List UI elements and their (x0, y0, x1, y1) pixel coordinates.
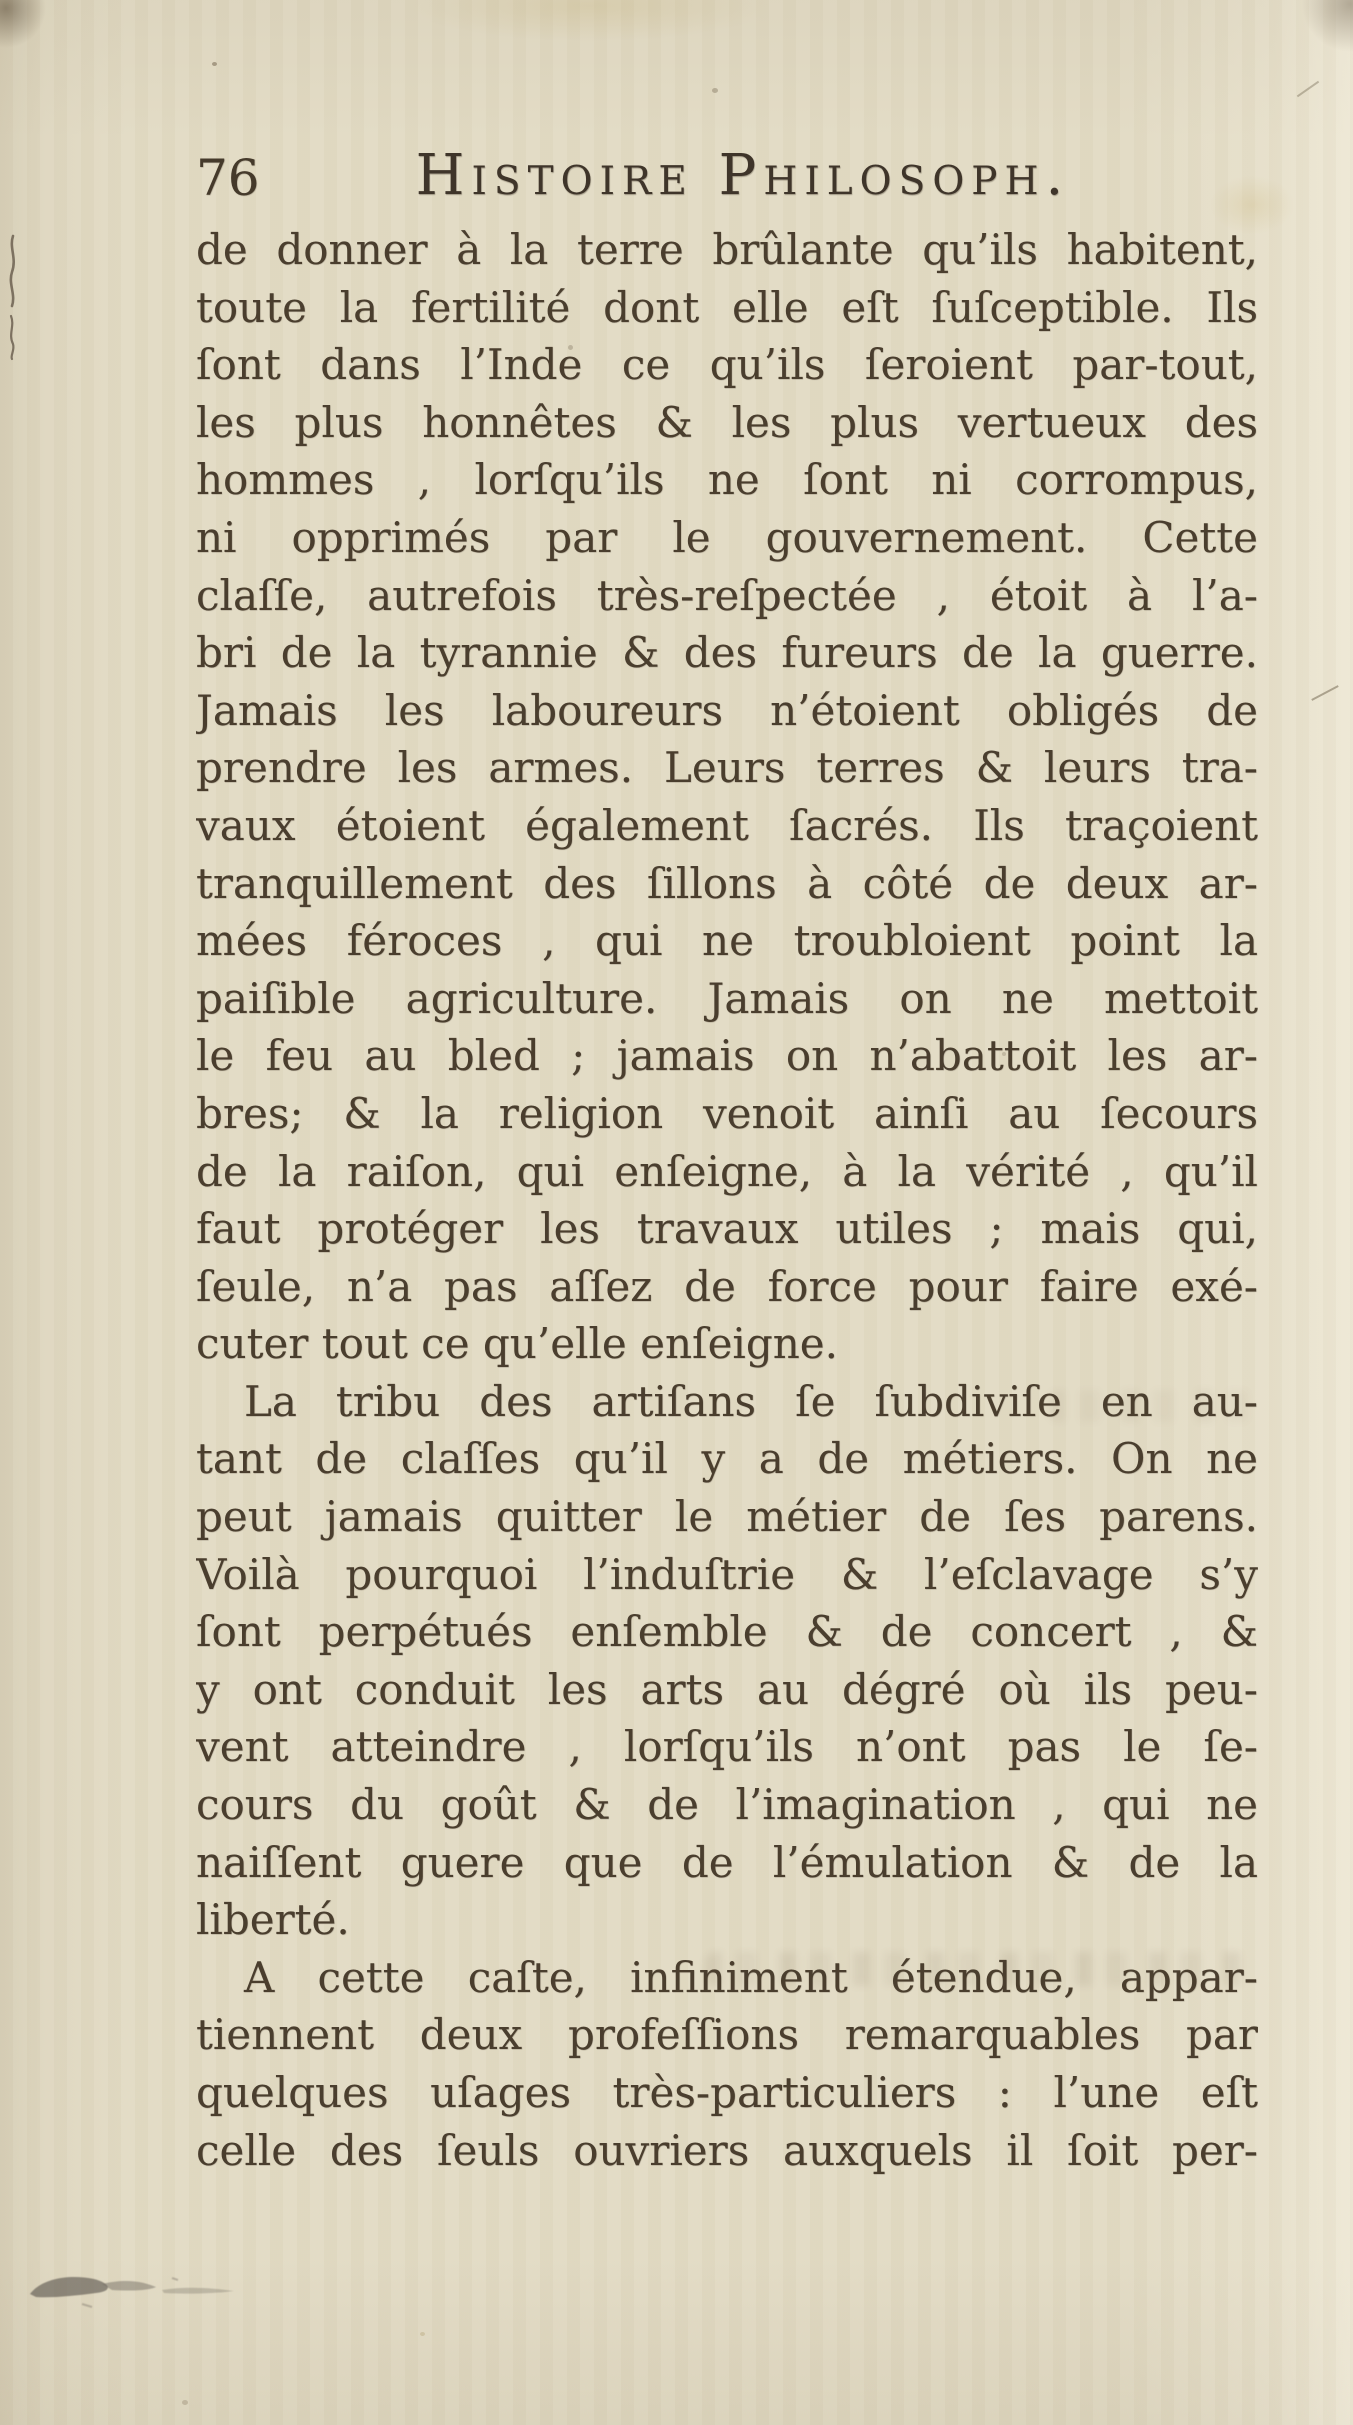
text-line: prendre les armes. Leurs terres & leurs tra- (196, 743, 1258, 793)
text-line: mées féroces , qui ne troubloient point la (196, 916, 1258, 966)
text-line: La tribu des artiſans ſe ſubdiviſe en au- (244, 1376, 1258, 1426)
paper-speck (712, 88, 718, 93)
text-line: quelques uſages très-particuliers : l’une eſt (196, 2068, 1258, 2117)
paper-crease (1297, 81, 1319, 98)
text-line: paiſible agriculture. Jamais on ne mettoit (196, 973, 1258, 1023)
text-line: toute la fertilité dont elle eſt ſuſceptible. Ils (196, 282, 1258, 332)
text-line: tiennent deux profeſſions remarquables par (196, 2010, 1258, 2060)
paper-speck (212, 62, 217, 66)
text-line: celle des ſeuls ouvriers auxquels il ſoit per- (196, 2125, 1258, 2175)
ink-smudge (22, 2264, 322, 2314)
text-line: cuter tout ce qu’elle enſeigne. (196, 1319, 838, 1369)
text-line: cours du goût & de l’imagination , qui ne (196, 1780, 1258, 1830)
text-line: tant de claſſes qu’il y a de métiers. On ne (196, 1434, 1258, 1484)
text-line: y ont conduit les arts au dégré où ils peu- (196, 1664, 1258, 1714)
text-line: ſont perpétués enſemble & de concert , & (196, 1607, 1258, 1657)
text-line: bri de la tyrannie & des fureurs de la guerre. (196, 628, 1258, 678)
text-line: A cette caſte, infiniment étendue, appar- (244, 1952, 1258, 2002)
text-line: tranquillement des ſillons à côté de deux ar- (196, 858, 1258, 908)
text-line: de donner à la terre brûlante qu’ils habitent, (196, 225, 1258, 274)
text-line: naiſſent guere que de l’émulation & de la (196, 1837, 1258, 1887)
text-line: bres; & la religion venoit ainſi au ſecours (196, 1088, 1258, 1138)
text-line: ſont dans l’Inde ce qu’ils ſeroient par-tout, (196, 340, 1258, 390)
text-line: hommes , lorſqu’ils ne ſont ni corrompus, (196, 455, 1258, 505)
page-header (196, 143, 1258, 213)
text-line: ni opprimés par le gouvernement. Cette (196, 512, 1258, 562)
text-line: peut jamais quitter le métier de ſes parens. (196, 1492, 1258, 1542)
text-line: ſeule, n’a pas aſſez de force pour faire exé- (196, 1261, 1258, 1311)
text-line: les plus honnêtes & les plus vertueux des (196, 397, 1258, 447)
page-number: 76 (196, 149, 260, 207)
text-line: vent atteindre , lorſqu’ils n’ont pas le ſe- (196, 1722, 1258, 1772)
text-line: le feu au bled ; jamais on n’abattoit les ar- (196, 1031, 1258, 1081)
handwritten-margin-mark-icon (2, 232, 24, 362)
text-line: Voilà pourquoi l’induſtrie & l’eſclavage s’y (196, 1549, 1258, 1599)
paper-crease (1311, 685, 1338, 701)
text-line: Jamais les laboureurs n’étoient obligés de (196, 685, 1258, 735)
text-line: claſſe, autrefois très-reſpectée , étoit à l’a- (196, 570, 1258, 620)
running-title: Histoire Philosoph. (415, 143, 1071, 208)
body-text (196, 221, 1258, 2179)
text-line: de la raiſon, qui enſeigne, à la vérité , qu’il (196, 1146, 1258, 1196)
text-line: liberté. (196, 1895, 350, 1945)
paper-speck (420, 2332, 425, 2336)
paper-speck (182, 2400, 188, 2405)
text-line: vaux étoient également ſacrés. Ils traçoient (196, 800, 1258, 850)
text-line: faut protéger les travaux utiles ; mais qui, (196, 1204, 1258, 1254)
